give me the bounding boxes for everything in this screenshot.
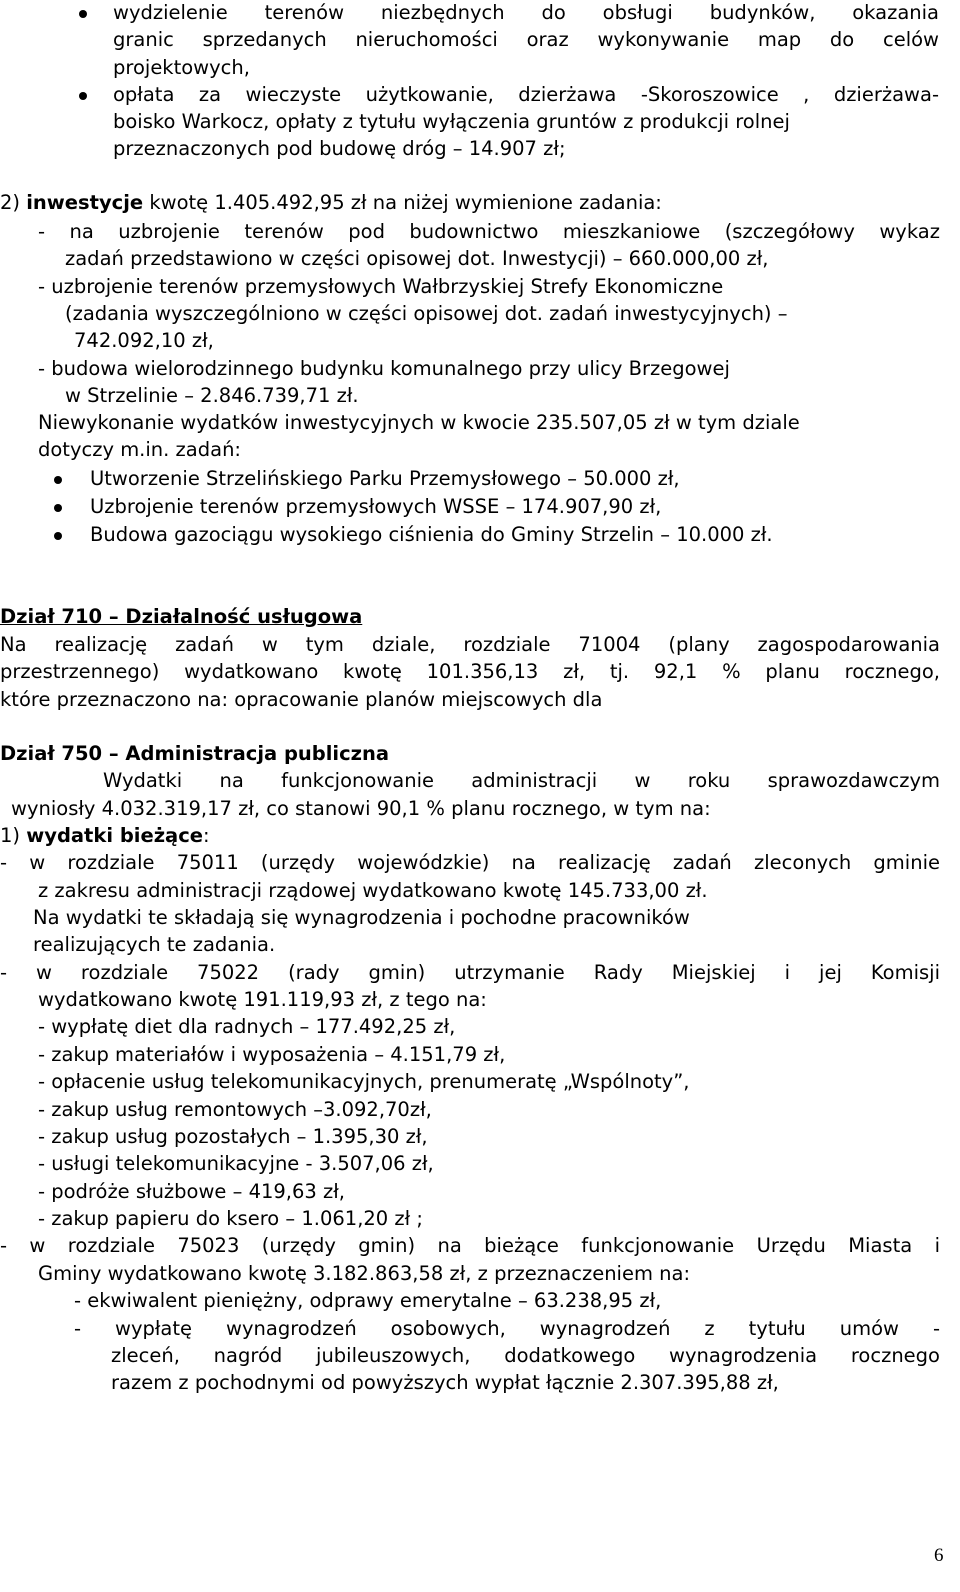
dzial-750-line: Na wydatki te składają się wynagrodzenia i pochodne pracowników (33, 906, 690, 929)
bullet-icon (79, 92, 87, 100)
dzial-750-line: - w rozdziale 75011 (urzędy wojewódzkie) na realizację zadań zleconych gminie (0, 851, 940, 874)
inwestycje-line: dotyczy m.in. zadań: (38, 438, 241, 461)
list-item-cont: boisko Warkocz, opłaty z tytułu wyłączenia gruntów z produkcji rolnej (113, 110, 790, 133)
wydatki-label: wydatki bieżące (26, 824, 203, 847)
inwestycje-line: Niewykonanie wydatków inwestycyjnych w kwocie 235.507,05 zł w tym dziale (38, 411, 800, 434)
dzial-750-line: - zakup usług remontowych –3.092,70zł, (38, 1098, 432, 1121)
dzial-750-line: - ekwiwalent pieniężny, odprawy emerytalne – 63.238,95 zł, (74, 1289, 662, 1312)
list-item: opłata za wieczyste użytkowanie, dzierżawa -Skoroszowice , dzierżawa- (113, 83, 939, 106)
task-item: Budowa gazociągu wysokiego ciśnienia do Gminy Strzelin – 10.000 zł. (90, 523, 773, 546)
dzial-750-line: - w rozdziale 75023 (urzędy gmin) na bieżące funkcjonowanie Urzędu Miasta i (0, 1234, 940, 1257)
wydatki-colon: : (203, 824, 210, 847)
dzial-750-line: razem z pochodnymi od powyższych wypłat łącznie 2.307.395,88 zł, (111, 1371, 779, 1394)
dzial-750-line: z zakresu administracji rządowej wydatkowano kwotę 145.733,00 zł. (38, 879, 708, 902)
dzial-750-line: - opłacenie usług telekomunikacyjnych, prenumeratę „Wspólnoty”, (38, 1070, 690, 1093)
dzial-750-line: - zakup materiałów i wyposażenia – 4.151,79 zł, (38, 1043, 506, 1066)
task-item: Utworzenie Strzelińskiego Parku Przemysłowego – 50.000 zł, (90, 467, 680, 490)
inwestycje-line: - uzbrojenie terenów przemysłowych Wałbrzyskiej Strefy Ekonomiczne (38, 275, 724, 298)
dzial-750-line: realizujących te zadania. (33, 933, 276, 956)
inwestycje-text: kwotę 1.405.492,95 zł na niżej wymienione zadania: (143, 191, 662, 214)
dzial-750-heading: Dział 750 – Administracja publiczna (0, 742, 390, 765)
dzial-750-intro: wyniosły 4.032.319,17 zł, co stanowi 90,1 % planu rocznego, w tym na: (11, 797, 711, 820)
bullet-icon (54, 504, 62, 512)
inwestycje-line: w Strzelinie – 2.846.739,71 zł. (65, 384, 359, 407)
dzial-750-line: - zakup usług pozostałych – 1.395,30 zł, (38, 1125, 428, 1148)
inwestycje-line: zadań przedstawiono w części opisowej dot. Inwestycji) – 660.000,00 zł, (65, 247, 769, 270)
dzial-750-line: zleceń, nagród jubileuszowych, dodatkowego wynagrodzenia rocznego (111, 1344, 940, 1367)
dzial-710-line: Na realizację zadań w tym dziale, rozdziale 71004 (plany zagospodarowania (0, 633, 940, 656)
dzial-750-line: wydatkowano kwotę 191.119,93 zł, z tego na: (38, 988, 487, 1011)
wydatki-number: 1) (0, 824, 21, 847)
dzial-750-line: Gminy wydatkowano kwotę 3.182.863,58 zł, z przeznaczeniem na: (38, 1262, 691, 1285)
inwestycje-line: - na uzbrojenie terenów pod budownictwo mieszkaniowe (szczegółowy wykaz (38, 220, 940, 243)
dzial-710-heading: Dział 710 – Działalność usługowa (0, 605, 363, 628)
list-item-cont: przeznaczonych pod budowę dróg – 14.907 zł; (113, 137, 566, 160)
dzial-750-line: - podróże służbowe – 419,63 zł, (38, 1180, 345, 1203)
wydatki-biezace-header (0, 823, 210, 849)
dzial-750-line: - wypłatę wynagrodzeń osobowych, wynagrodzeń z tytułu umów - (74, 1317, 940, 1340)
inwestycje-header (0, 190, 662, 216)
inwestycje-line: - budowa wielorodzinnego budynku komunalnego przy ulicy Brzegowej (38, 357, 730, 380)
page-number: 6 (934, 1545, 944, 1566)
dzial-710-line: przestrzennego) wydatkowano kwotę 101.356,13 zł, tj. 92,1 % planu rocznego, (0, 660, 940, 683)
dzial-750-line: - w rozdziale 75022 (rady gmin) utrzymanie Rady Miejskiej i jej Komisji (0, 961, 940, 984)
inwestycje-line: 742.092,10 zł, (74, 329, 214, 352)
dzial-750-line: - zakup papieru do ksero – 1.061,20 zł ; (38, 1207, 423, 1230)
dzial-710-line: które przeznaczono na: opracowanie planów miejscowych dla (0, 688, 603, 711)
inwestycje-label: inwestycje (26, 191, 144, 214)
list-item: wydzielenie terenów niezbędnych do obsługi budynków, okazania (113, 1, 939, 24)
bullet-icon (54, 532, 62, 540)
dzial-750-intro: Wydatki na funkcjonowanie administracji w roku sprawozdawczym (103, 769, 940, 792)
list-item-cont: granic sprzedanych nieruchomości oraz wykonywanie map do celów (113, 28, 939, 51)
bullet-icon (54, 476, 62, 484)
task-item: Uzbrojenie terenów przemysłowych WSSE – 174.907,90 zł, (90, 495, 662, 518)
list-item-cont: projektowych, (113, 56, 250, 79)
dzial-750-line: - usługi telekomunikacyjne - 3.507,06 zł, (38, 1152, 434, 1175)
inwestycje-number: 2) (0, 191, 21, 214)
dzial-750-line: - wypłatę diet dla radnych – 177.492,25 zł, (38, 1015, 456, 1038)
inwestycje-line: (zadania wyszczególniono w części opisowej dot. zadań inwestycyjnych) – (65, 302, 788, 325)
bullet-icon (79, 10, 87, 18)
